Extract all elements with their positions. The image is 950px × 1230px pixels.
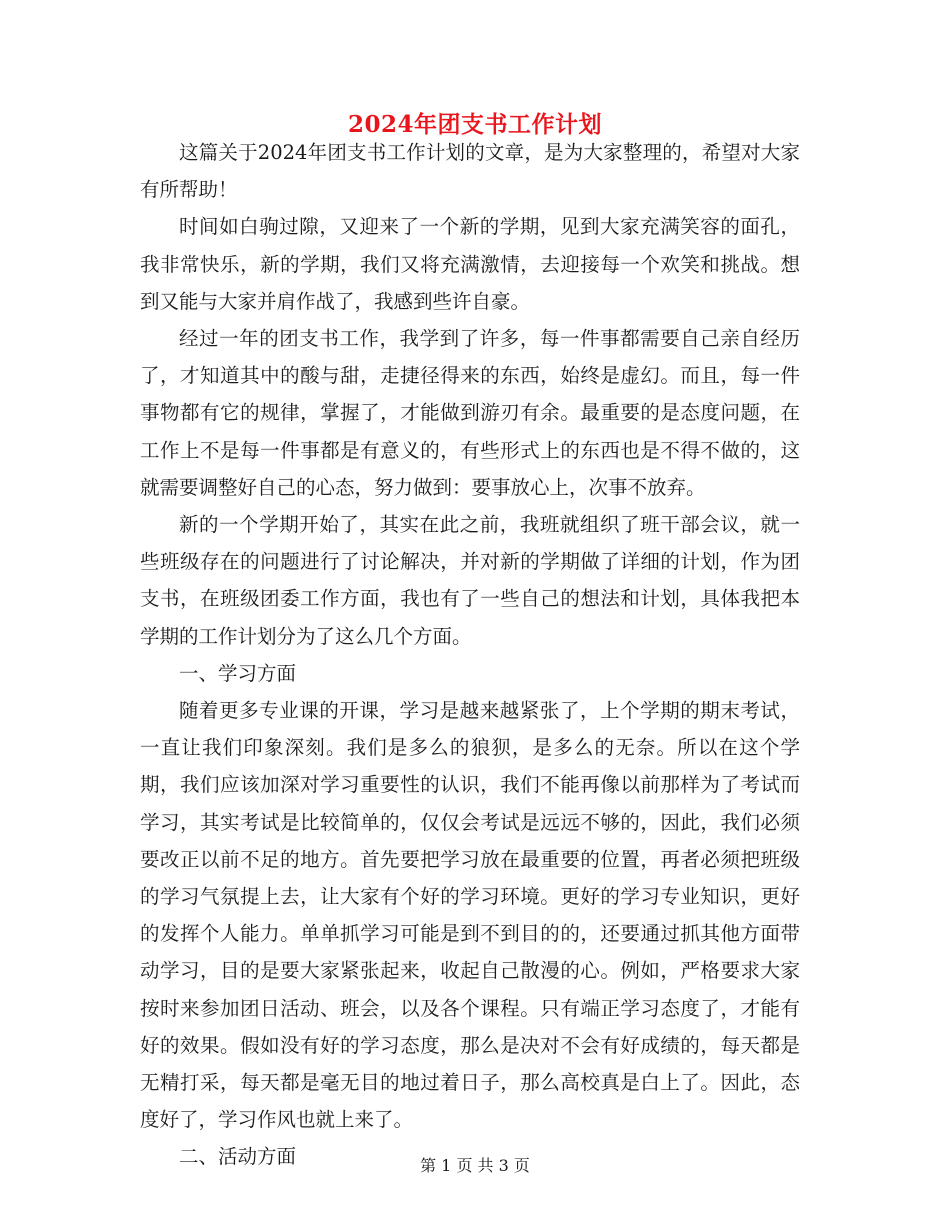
paragraph-plan-overview: 新的一个学期开始了，其实在此之前，我班就组织了班干部会议，就一些班级存在的问题进行了讨论解决，并对新的学期做了详细的计划，作为团支书，在班级团委工作方面，我也有了一些自己的想法和计划，具体我把本学期的工作计划分为了这么几个方面。 <box>140 513 800 648</box>
page-footer: 第 1 页 共 3 页 <box>420 1156 530 1175</box>
paragraph-new-semester: 时间如白驹过隙，又迎来了一个新的学期，见到大家充满笑容的面孔，我非常快乐，新的学期，我们又将充满激情，去迎接每一个欢笑和挑战。想到又能与大家并肩作战了，我感到些许自豪。 <box>140 215 800 313</box>
document-title: 2024年团支书工作计划 <box>347 111 602 138</box>
section-heading-activities: 二、活动方面 <box>179 1145 297 1169</box>
paragraph-study: 随着更多专业课的开课，学习是越来越紧张了，上个学期的期末考试，一直让我们印象深刻。我们是多么的狼狈，是多么的无奈。所以在这个学期，我们应该加深对学习重要性的认识，我们不能再像以前那样为了考试而学习，其实考试是比较简单的，仅仅会考试是远远不够的，因此，我们必须要改正以前不足的地方。首先要把学习放在最重要的位置，再者必须把班级的学习气氛提上去，让大家有个好的学习环境。更好的学习专业知识，更好的发挥个人能力。单单抓学习可能是到不到目的的，还要通过抓其他方面带动学习，目的是要大家紧张起来，收起自己散漫的心。例如，严格要求大家按时来参加团日活动、班会，以及各个课程。只有端正学习态度了，才能有好的效果。假如没有好的学习态度，那么是决对不会有好成绩的，每天都是无精打采，每天都是毫无目的地过着日子，那么高校真是白上了。因此，态度好了，学习作风也就上来了。 <box>140 699 800 1132</box>
paragraph-intro: 这篇关于2024年团支书工作计划的文章，是为大家整理的，希望对大家有所帮助！ <box>140 141 800 202</box>
section-heading-study: 一、学习方面 <box>179 661 297 685</box>
document-body <box>140 134 800 1176</box>
paragraph-experience: 经过一年的团支书工作，我学到了许多，每一件事都需要自己亲自经历了，才知道其中的酸与甜，走捷径得来的东西，始终是虚幻。而且，每一件事物都有它的规律，掌握了，才能做到游刃有余。最重要的是态度问题，在工作上不是每一件事都是有意义的，有些形式上的东西也是不得不做的，这就需要调整好自己的心态，努力做到：要事放心上，次事不放弃。 <box>140 327 800 499</box>
